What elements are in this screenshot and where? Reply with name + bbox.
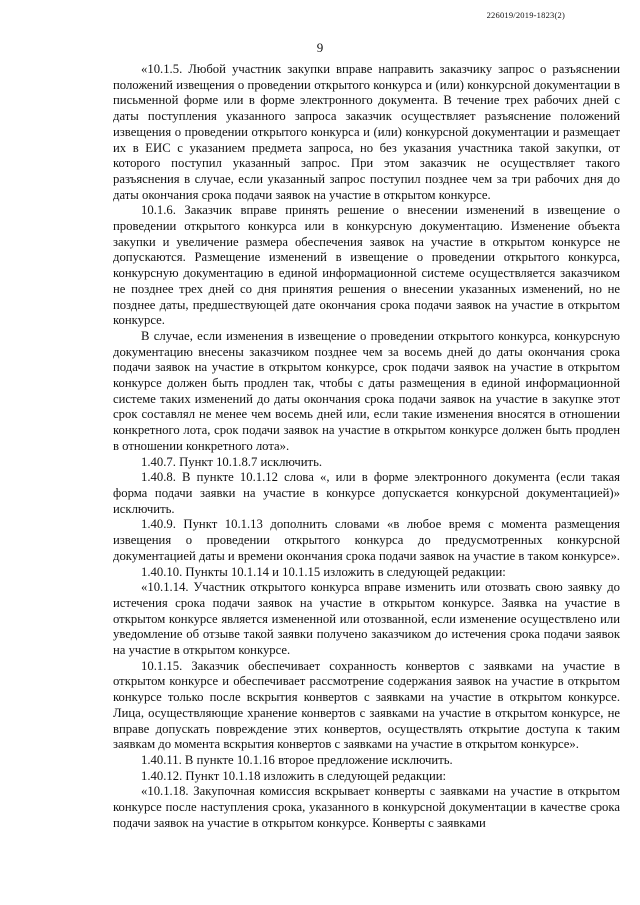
paragraph-1-40-12: 1.40.12. Пункт 10.1.18 изложить в следующей редакции: [141, 768, 447, 783]
paragraph-changes-deadline: В случае, если изменения в извещение о проведении открытого конкурса, конкурсную документацию внесены заказчиком позднее чем за восемь дней до даты окончания срока подачи заявок на участие в открытом конкурсе, срок подачи заявок на участие в открытом конкурсе должен быть продлен так, чтобы с даты размещения в единой информационной системе таких изменений до даты окончания срока подачи заявок на участие в закупке этот срок составлял не менее чем восемь дней или, если такие изменения вносятся в отношении конкретного лота, срок подачи заявок на участие в открытом конкурсе должен быть продлен в отношении конкретного лота». [113, 328, 620, 453]
paragraph-10-1-18: «10.1.18. Закупочная комиссия вскрывает конверты с заявками на участие в открытом конкурсе после наступления срока, указанного в конкурсной документации в качестве срока подачи заявок на участие в открытом конкурсе. Конверты с заявками [113, 784, 620, 830]
paragraph-10-1-15: 10.1.15. Заказчик обеспечивает сохранность конвертов с заявками на участие в открытом конкурсе и обеспечивает рассмотрение содержания заявок на участие в открытом конкурсе только после вскрытия конвертов с заявками на участие в открытом конкурсе. Лица, осуществляющие хранение конвертов с заявками на участие в открытом конкурсе, не вправе допускать повреждение этих конвертов, осуществлять открытие доступа к таким заявкам до момента вскрытия конвертов с заявками на участие в открытом конкурсе». [113, 658, 620, 752]
paragraph-1-40-8: 1.40.8. В пункте 10.1.12 слова «, или в форме электронного документа (если такая форма подачи заявки на участие в конкурсе допускается конкурсной документацией)» исключить. [113, 470, 620, 516]
document-code: 226019/2019-1823(2) [486, 10, 565, 20]
paragraph-10-1-6: 10.1.6. Заказчик вправе принять решение о внесении изменений в извещение о проведении открытого конкурса или в конкурсную документацию. Изменение объекта закупки и увеличение размера обеспечения заявок на участие в открытом конкурсе не допускаются. Размещение изменений в извещение о проведении открытого конкурса, конкурсную документацию в единой информационной системе осуществляется заказчиком не позднее трех дней со дня принятия решения о внесении указанных изменений, но не позднее даты, предшествующей дате окончания срока подачи заявок на участие в открытом конкурсе. [113, 203, 620, 328]
document-body [113, 62, 620, 831]
paragraph-1-40-7: 1.40.7. Пункт 10.1.8.7 исключить. [141, 454, 323, 469]
page-number: 9 [316, 40, 324, 55]
paragraph-10-1-5: «10.1.5. Любой участник закупки вправе направить заказчику запрос о разъяснении положений извещения о проведении открытого конкурса и (или) конкурсной документации в письменной форме или в форме электронного документа. В течение трех рабочих дней с даты поступления указанного запроса заказчик осуществляет разъяснение положений извещения о проведении открытого конкурса и (или) конкурсной документации и размещает их в ЕИС с указанием предмета запроса, но без указания участника такой закупки, от которого поступил указанный запрос. При этом заказчик не осуществляет такого разъяснения в случае, если указанный запрос поступил позднее чем за три рабочих дня до даты окончания срока подачи заявок на участие в открытом конкурсе. [113, 62, 620, 202]
paragraph-1-40-10: 1.40.10. Пункты 10.1.14 и 10.1.15 изложить в следующей редакции: [141, 564, 506, 579]
paragraph-1-40-9: 1.40.9. Пункт 10.1.13 дополнить словами «в любое время с момента размещения извещения о проведении открытого конкурса до предусмотренных конкурсной документацией даты и времени окончания срока подачи заявок на участие в таком конкурсе». [113, 517, 620, 563]
paragraph-1-40-11: 1.40.11. В пункте 10.1.16 второе предложение исключить. [141, 752, 453, 767]
paragraph-10-1-14: «10.1.14. Участник открытого конкурса вправе изменить или отозвать свою заявку до истечения срока подачи заявок на участие в открытом конкурсе. Заявка на участие в открытом конкурсе является измененной или отозванной, если изменение осуществлено или уведомление об отзыве такой заявки получено заказчиком до истечения срока подачи заявок на участие в открытом конкурсе. [113, 580, 620, 658]
